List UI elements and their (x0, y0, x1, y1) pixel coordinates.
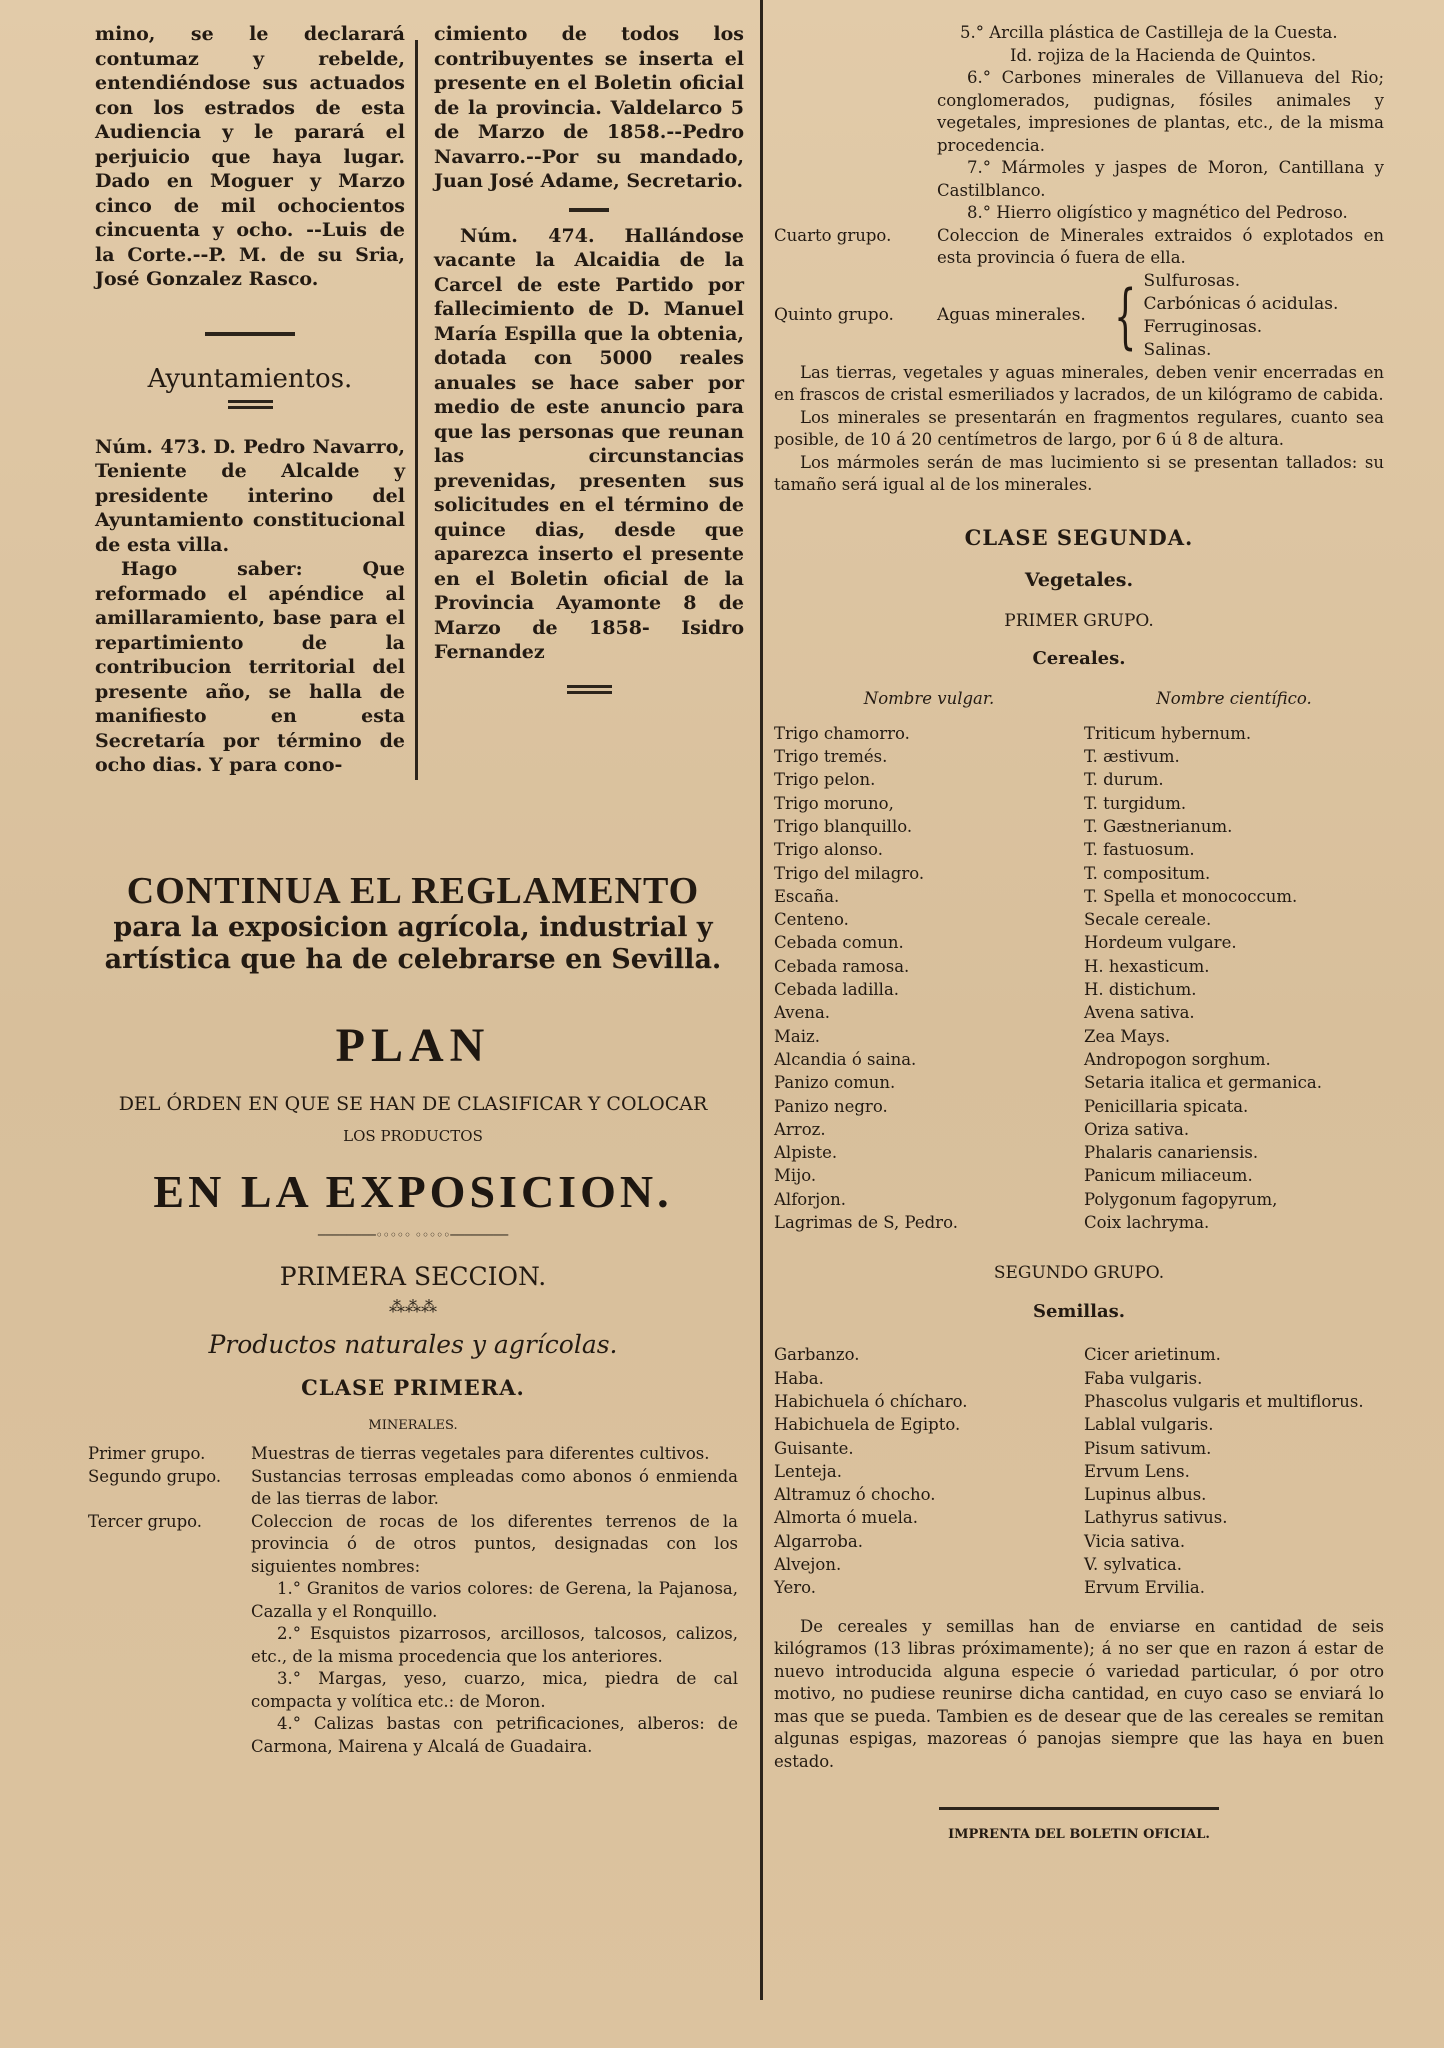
scientific-name-cell: H. distichum. (1084, 980, 1197, 1000)
table-row (774, 1483, 1384, 1506)
list-item: 8.° Hierro oligístico y magnético del Pedroso. (967, 203, 1348, 222)
common-name-cell: Trigo blanquillo. (774, 816, 913, 836)
list-item: 4.° Calizas bastas con petrificaciones, alberos: de Carmona, Mairena y Alcalá de Guadaira. (251, 1714, 738, 1756)
scientific-name-cell: Secale cereale. (1084, 910, 1212, 930)
list-item: 1.° Granitos de varios colores: de Gerena, la Pajanosa, Cazalla y el Ronquillo. (251, 1579, 738, 1621)
table-row (774, 838, 1384, 861)
scientific-name-cell: T. turgidum. (1084, 793, 1187, 813)
reglamento-subtitle-2: artística que ha de celebrarse en Sevilla. (104, 944, 722, 975)
common-name-cell: Mijo. (774, 1166, 817, 1186)
section-title: PRIMERA SECCION. (279, 1262, 547, 1291)
scientific-name-cell: T. fastuosum. (1084, 840, 1195, 860)
table-row (774, 1390, 1384, 1413)
column-header-vulgar: Nombre vulgar. (863, 688, 995, 708)
common-name-cell: Lagrimas de S, Pedro. (774, 1213, 958, 1233)
final-paragraph: De cereales y semillas han de enviarse en cantidad de seis kilógramos (13 libras próximamente); á no ser que en razon á estar de nuevo introducida alguna especie ó variedad particular, ó por otro motivo, no pudiese reunirse dicha cantidad, en cuyo caso se enviará lo mas que se pueda. Tambien es de desear que de las cereales se remitan algunas espigas, mazoreas ó panojas siempre que las haya en buen estado. (774, 1616, 1384, 1771)
common-name-cell: Alvejon. (774, 1555, 842, 1574)
common-name-cell: Lenteja. (774, 1461, 842, 1481)
common-name-cell: Algarroba. (774, 1531, 863, 1551)
list-item: 5.° Arcilla plástica de Castilleja de la Cuesta. (960, 23, 1338, 42)
list-item: 7.° Mármoles y jaspes de Moron, Cantillana y Castilblanco. (937, 158, 1384, 200)
common-name-cell: Cebada ladilla. (774, 980, 900, 1000)
brace-icon: { (1114, 274, 1137, 357)
common-name-cell: Altramuz ó chocho. (774, 1485, 936, 1505)
table-row (774, 1343, 1384, 1366)
table-header-row (774, 687, 1384, 722)
table-row (774, 1048, 1384, 1071)
separator-rule (569, 208, 609, 212)
notice-474-text: Hallándose vacante la Alcaidia de la Carcel de este Partido por fallecimiento de D. Manuel María Espilla que la obtenia, dotada con 5000 reales anuales se hace saber por medio de este anuncio para que las personas que reunan las circunstancias prevenidas, presenten sus solicitudes en el término de quince dias, desde que aparezca inserto el presente en el Boletin oficial de la Provincia Ayamonte 8 de Marzo de 1858- Isidro Fernandez (434, 224, 745, 663)
common-name-cell: Panizo comun. (774, 1073, 896, 1093)
table-row (88, 1466, 738, 1511)
mineral-groups-table (88, 1443, 738, 1758)
products-title: Productos naturales y agrícolas. (208, 1330, 618, 1359)
clase-segunda: CLASE SEGUNDA. (964, 524, 1194, 550)
group-name: Quinto grupo. (774, 305, 894, 325)
seeds-rows (774, 1343, 1384, 1599)
common-name-cell: Yero. (774, 1578, 816, 1598)
separator-rule (205, 332, 295, 336)
scientific-name-cell: T. Spella et monococcum. (1084, 886, 1298, 906)
group-text: Sustancias terrosas empleadas como abonos ó enmienda de las tierras de labor. (251, 1466, 738, 1508)
common-name-cell: Escaña. (774, 886, 840, 906)
table-row (774, 1506, 1384, 1529)
common-name-cell: Alpiste. (774, 1143, 838, 1163)
plan-line-2: LOS PRODUCTOS (343, 1127, 483, 1145)
ornament-rule: ────────◦◦◦◦◦ ◦◦◦◦◦──────── (317, 1228, 509, 1242)
common-name-cell: Trigo alonso. (774, 840, 883, 860)
table-row (774, 1095, 1384, 1118)
table-row (774, 862, 1384, 885)
list-item: Salinas. (1143, 339, 1212, 360)
cereales-heading: Cereales. (1032, 648, 1126, 669)
scientific-name-cell: Lablal vulgaris. (1084, 1415, 1214, 1435)
table-row (774, 1413, 1384, 1436)
vegetales-heading: Vegetales. (1024, 569, 1134, 591)
column-rule-2 (760, 0, 763, 2000)
notice-473-intro: D. Pedro Navarro, Teniente de Alcalde y presidente interino del Ayuntamiento constitucional de esta villa. (95, 435, 405, 556)
table-row (774, 225, 1384, 270)
cereals-rows (774, 722, 1384, 1235)
primer-grupo-heading: PRIMER GRUPO. (1004, 610, 1154, 631)
group-name: Primer grupo. (88, 1444, 206, 1463)
common-name-cell: Trigo chamorro. (774, 723, 910, 743)
clase-primera: CLASE PRIMERA. (301, 1375, 525, 1400)
scientific-name-cell: T. æstivum. (1084, 747, 1180, 767)
waters-list (1144, 270, 1339, 362)
cuarto-grupo (774, 225, 1384, 270)
common-name-cell: Cebada ramosa. (774, 956, 910, 976)
common-name-cell: Panizo negro. (774, 1096, 888, 1116)
group-text: Coleccion de Minerales extraidos ó explotados en esta provincia ó fuera de ella. (937, 225, 1384, 267)
reglamento-block (88, 870, 738, 1758)
notice-474 (434, 224, 744, 665)
table-row (774, 955, 1384, 978)
scientific-name-cell: Pisum sativum. (1084, 1438, 1212, 1458)
semillas-heading: Semillas. (1032, 1300, 1126, 1322)
scientific-name-cell: Vicia sativa. (1084, 1531, 1186, 1551)
notice-473-continuation: cimiento de todos los contribuyentes se inserta el presente en el Boletin oficial de la provincia. Valdelarco 5 de Marzo de 1858.--Pedro Navarro.--Por su mandado, Juan José Adame, Secretario. (434, 23, 744, 192)
table-row (774, 1553, 1384, 1576)
common-name-cell: Centeno. (774, 910, 849, 930)
group-text: Muestras de tierras vegetales para diferentes cultivos. (251, 1444, 710, 1463)
footer-rule (939, 1807, 1219, 1810)
table-row (774, 815, 1384, 838)
list-item: Id. rojiza de la Hacienda de Quintos. (1010, 45, 1317, 65)
scientific-name-cell: Polygonum fagopyrum, (1084, 1189, 1278, 1209)
notice-473-body: Hago saber: Que reformado el apéndice al amillaramiento, base para el repartimiento de la contribucion territorial del presente año, se halla de manifiesto en esta Secretaría por término de ocho dias. Y para cono- (95, 558, 405, 776)
list-item: 6.° Carbones minerales de Villanueva del Rio; conglomerados, pudignas, fósiles animales y vegetales, impresiones de plantas, etc., de la misma procedencia. (937, 68, 1384, 155)
paragraph: Los mármoles serán de mas lucimiento si se presentan tallados: su tamaño será igual al de los minerales. (774, 452, 1384, 494)
scientific-name-cell: V. sylvatica. (1084, 1555, 1182, 1574)
reglamento-title: CONTINUA EL REGLAMENTO (126, 870, 700, 912)
column-2 (434, 22, 744, 700)
table-row (774, 1576, 1384, 1599)
table-row (774, 1164, 1384, 1187)
common-name-cell: Alforjon. (774, 1189, 847, 1209)
table-row (774, 1367, 1384, 1390)
table-row (774, 1437, 1384, 1460)
imprenta-label: IMPRENTA DEL BOLETIN OFICIAL. (948, 1827, 1210, 1843)
scientific-name-cell: Ervum Lens. (1084, 1461, 1190, 1481)
scientific-name-cell: Coix lachryma. (1084, 1213, 1210, 1233)
table-row (774, 1001, 1384, 1024)
common-name-cell: Almorta ó muela. (774, 1508, 918, 1528)
table-row (774, 768, 1384, 791)
plan-title: PLAN (335, 1019, 491, 1072)
notice-473-number: Núm. 473. (95, 435, 207, 458)
column-rule-1 (415, 40, 418, 780)
table-row (774, 1025, 1384, 1048)
scientific-name-cell: Cicer arietinum. (1084, 1345, 1221, 1365)
scientific-name-cell: T. Gæstnerianum. (1084, 816, 1233, 836)
ornament: ⁂⁂⁂ (389, 1297, 437, 1316)
scientific-name-cell: Triticum hybernum. (1084, 723, 1252, 743)
table-row (774, 1141, 1384, 1164)
ayuntamientos-heading: Ayuntamientos. (147, 363, 353, 394)
table-row (774, 722, 1384, 745)
scientific-name-cell: Faba vulgaris. (1084, 1368, 1203, 1388)
column-1 (95, 22, 405, 778)
table-row (774, 792, 1384, 815)
scientific-name-cell: Panicum miliaceum. (1084, 1166, 1253, 1186)
common-name-cell: Cebada comun. (774, 933, 904, 953)
common-name-cell: Habichuela de Egipto. (774, 1415, 961, 1435)
notice-473 (95, 435, 405, 558)
table-row (774, 978, 1384, 1001)
column-3 (774, 22, 1384, 1847)
list-item: Ferruginosas. (1143, 316, 1263, 337)
table-row (774, 1211, 1384, 1234)
scientific-name-cell: H. hexasticum. (1084, 956, 1210, 976)
group-name: Segundo grupo. (88, 1466, 222, 1486)
table-row (88, 1443, 738, 1466)
scientific-name-cell: T. durum. (1084, 770, 1164, 790)
scientific-name-cell: Phalaris canariensis. (1084, 1143, 1259, 1163)
paragraph: Los minerales se presentarán en fragmentos regulares, cuanto sea posible, de 10 á 20 centímetros de largo, por 6 ú 8 de altura. (774, 407, 1384, 449)
scientific-name-cell: Penicillaria spicata. (1084, 1096, 1249, 1116)
scientific-name-cell: Hordeum vulgare. (1084, 933, 1237, 953)
common-name-cell: Trigo pelon. (774, 770, 876, 790)
cereals-table (774, 687, 1384, 722)
common-name-cell: Haba. (774, 1368, 824, 1388)
table-row (774, 908, 1384, 931)
plan-line-3: EN LA EXPOSICION. (153, 1166, 673, 1217)
scientific-name-cell: Setaria italica et germanica. (1084, 1073, 1322, 1093)
group-text: Coleccion de rocas de los diferentes terrenos de la provincia ó de otros puntos, designadas con los siguientes nombres: (251, 1511, 738, 1576)
table-row (88, 1511, 738, 1759)
common-name-cell: Trigo moruno, (774, 793, 894, 813)
table-row (774, 885, 1384, 908)
double-rule (567, 685, 612, 694)
table-row (774, 1118, 1384, 1141)
minerales-label: MINERALES. (368, 1418, 458, 1433)
scientific-name-cell: Phascolus vulgaris et multiflorus. (1084, 1391, 1364, 1411)
double-rule (228, 400, 273, 409)
paragraph: Las tierras, vegetales y aguas minerales, deben venir encerradas en en frascos de cristal esmeriliados y lacrados, de un kilógramo de cabida. (774, 362, 1384, 404)
group-name: Cuarto grupo. (774, 225, 892, 245)
common-name-cell: Trigo tremés. (774, 747, 888, 767)
list-item: 2.° Esquistos pizarrosos, arcillosos, talcosos, calizos, etc., de la misma procedencia que los anteriores. (251, 1624, 738, 1666)
common-name-cell: Maiz. (774, 1026, 820, 1046)
scientific-name-cell: Ervum Ervilia. (1084, 1578, 1205, 1598)
plan-line-1: DEL ÓRDEN EN QUE SE HAN DE CLASIFICAR Y COLOCAR (118, 1093, 708, 1115)
scientific-name-cell: Avena sativa. (1084, 1003, 1195, 1023)
common-name-cell: Guisante. (774, 1438, 854, 1458)
scientific-name-cell: Andropogon sorghum. (1084, 1049, 1271, 1069)
table-row (774, 1071, 1384, 1094)
common-name-cell: Avena. (774, 1003, 831, 1023)
table-row (774, 931, 1384, 954)
quinto-grupo (774, 270, 1384, 362)
reglamento-subtitle-1: para la exposicion agrícola, industrial y (113, 912, 713, 943)
table-row (774, 1460, 1384, 1483)
scientific-name-cell: Lathyrus sativus. (1084, 1508, 1228, 1528)
common-name-cell: Arroz. (774, 1119, 826, 1139)
segundo-grupo-heading: SEGUNDO GRUPO. (993, 1263, 1165, 1284)
scientific-name-cell: Zea Mays. (1084, 1026, 1171, 1046)
list-item: Carbónicas ó acidulas. (1143, 293, 1339, 314)
scientific-name-cell: Oriza sativa. (1084, 1119, 1190, 1139)
common-name-cell: Trigo del milagro. (774, 863, 925, 883)
group-name: Tercer grupo. (88, 1511, 203, 1531)
common-name-cell: Habichuela ó chícharo. (774, 1391, 968, 1411)
notice-ending-text: mino, se le declarará contumaz y rebelde, entendiéndose sus actuados con los estrados de esta Audiencia y le parará el perjuicio que haya lugar. Dado en Moguer y Marzo cinco de mil ochocientos cincuenta y ocho. --Luis de la Corte.--P. M. de su Sria, José Gonzalez Rasco. (95, 23, 405, 290)
list-item: Sulfurosas. (1143, 270, 1241, 291)
aguas-label: Aguas minerales. (937, 305, 1086, 325)
common-name-cell: Garbanzo. (774, 1345, 860, 1365)
scientific-name-cell: T. compositum. (1084, 863, 1211, 883)
notice-474-number: Núm. 474. (460, 224, 595, 247)
scientific-name-cell: Lupinus albus. (1084, 1485, 1207, 1505)
table-row (774, 1188, 1384, 1211)
common-name-cell: Alcandia ó saina. (774, 1049, 917, 1069)
list-item: 3.° Margas, yeso, cuarzo, mica, piedra de cal compacta y volítica etc.: de Moron. (251, 1669, 738, 1711)
table-row (774, 1530, 1384, 1553)
column-header-cientifico: Nombre científico. (1156, 688, 1312, 708)
table-row (774, 745, 1384, 768)
